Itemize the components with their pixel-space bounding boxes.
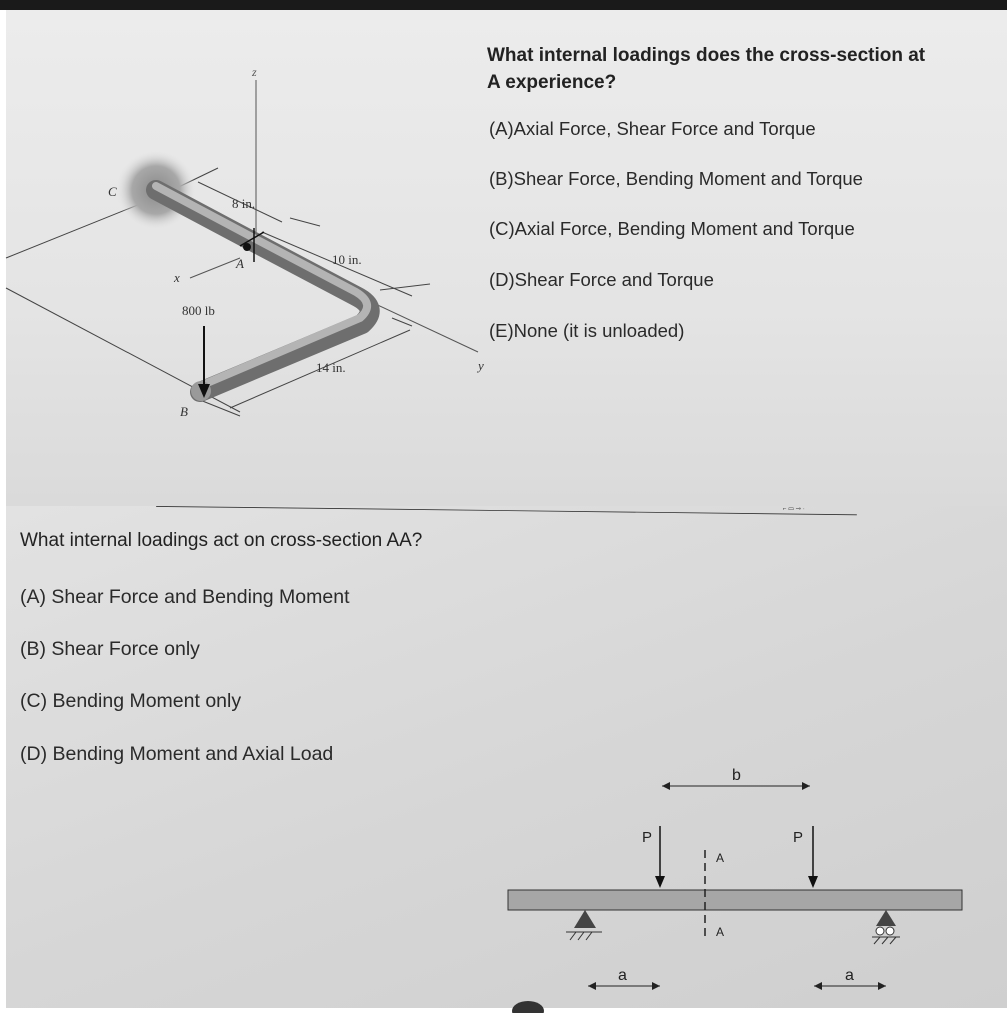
dim-a-right-label: a: [845, 967, 854, 984]
option-a[interactable]: (A) Shear Force and Bending Moment: [20, 586, 350, 608]
axis-x-label: x: [174, 270, 180, 285]
option-b[interactable]: (B) Shear Force only: [20, 638, 200, 660]
option-d[interactable]: (D) Bending Moment and Axial Load: [20, 743, 334, 765]
dim-a-left-label: a: [618, 967, 627, 984]
load-label: 800 lb: [182, 303, 215, 318]
point-a-label: A: [236, 256, 244, 271]
dim-10-label: 10 in.: [332, 252, 362, 267]
axis-z-label: z: [252, 65, 257, 79]
dim-b-label: b: [732, 767, 741, 784]
dim-8-label: 8 in.: [232, 196, 256, 211]
load-right-label: P: [793, 829, 804, 846]
load-left-label: P: [642, 829, 653, 846]
section-bottom-label: A: [716, 925, 725, 939]
option-c[interactable]: (C) Bending Moment only: [20, 690, 242, 712]
option-b[interactable]: (B)Shear Force, Bending Moment and Torque: [489, 168, 863, 189]
point-b-label: B: [180, 404, 188, 419]
question-1-stem-line2: A experience?: [487, 72, 617, 93]
question-1-stem-line1: What internal loadings does the cross-section at: [487, 45, 926, 66]
option-a[interactable]: (A)Axial Force, Shear Force and Torque: [489, 118, 816, 139]
question-2-stem: What internal loadings act on cross-section AA?: [20, 530, 423, 551]
option-d[interactable]: (D)Shear Force and Torque: [489, 269, 714, 290]
section-top-label: A: [716, 851, 725, 865]
option-e[interactable]: (E)None (it is unloaded): [489, 320, 685, 341]
dim-14-label: 14 in.: [316, 360, 346, 375]
point-c-label: C: [108, 184, 117, 199]
toolbar-glyphs: ⌐ ▭ ⊸ ·: [782, 505, 805, 513]
axis-y-label: y: [478, 358, 484, 373]
option-c[interactable]: (C)Axial Force, Bending Moment and Torque: [489, 218, 855, 239]
